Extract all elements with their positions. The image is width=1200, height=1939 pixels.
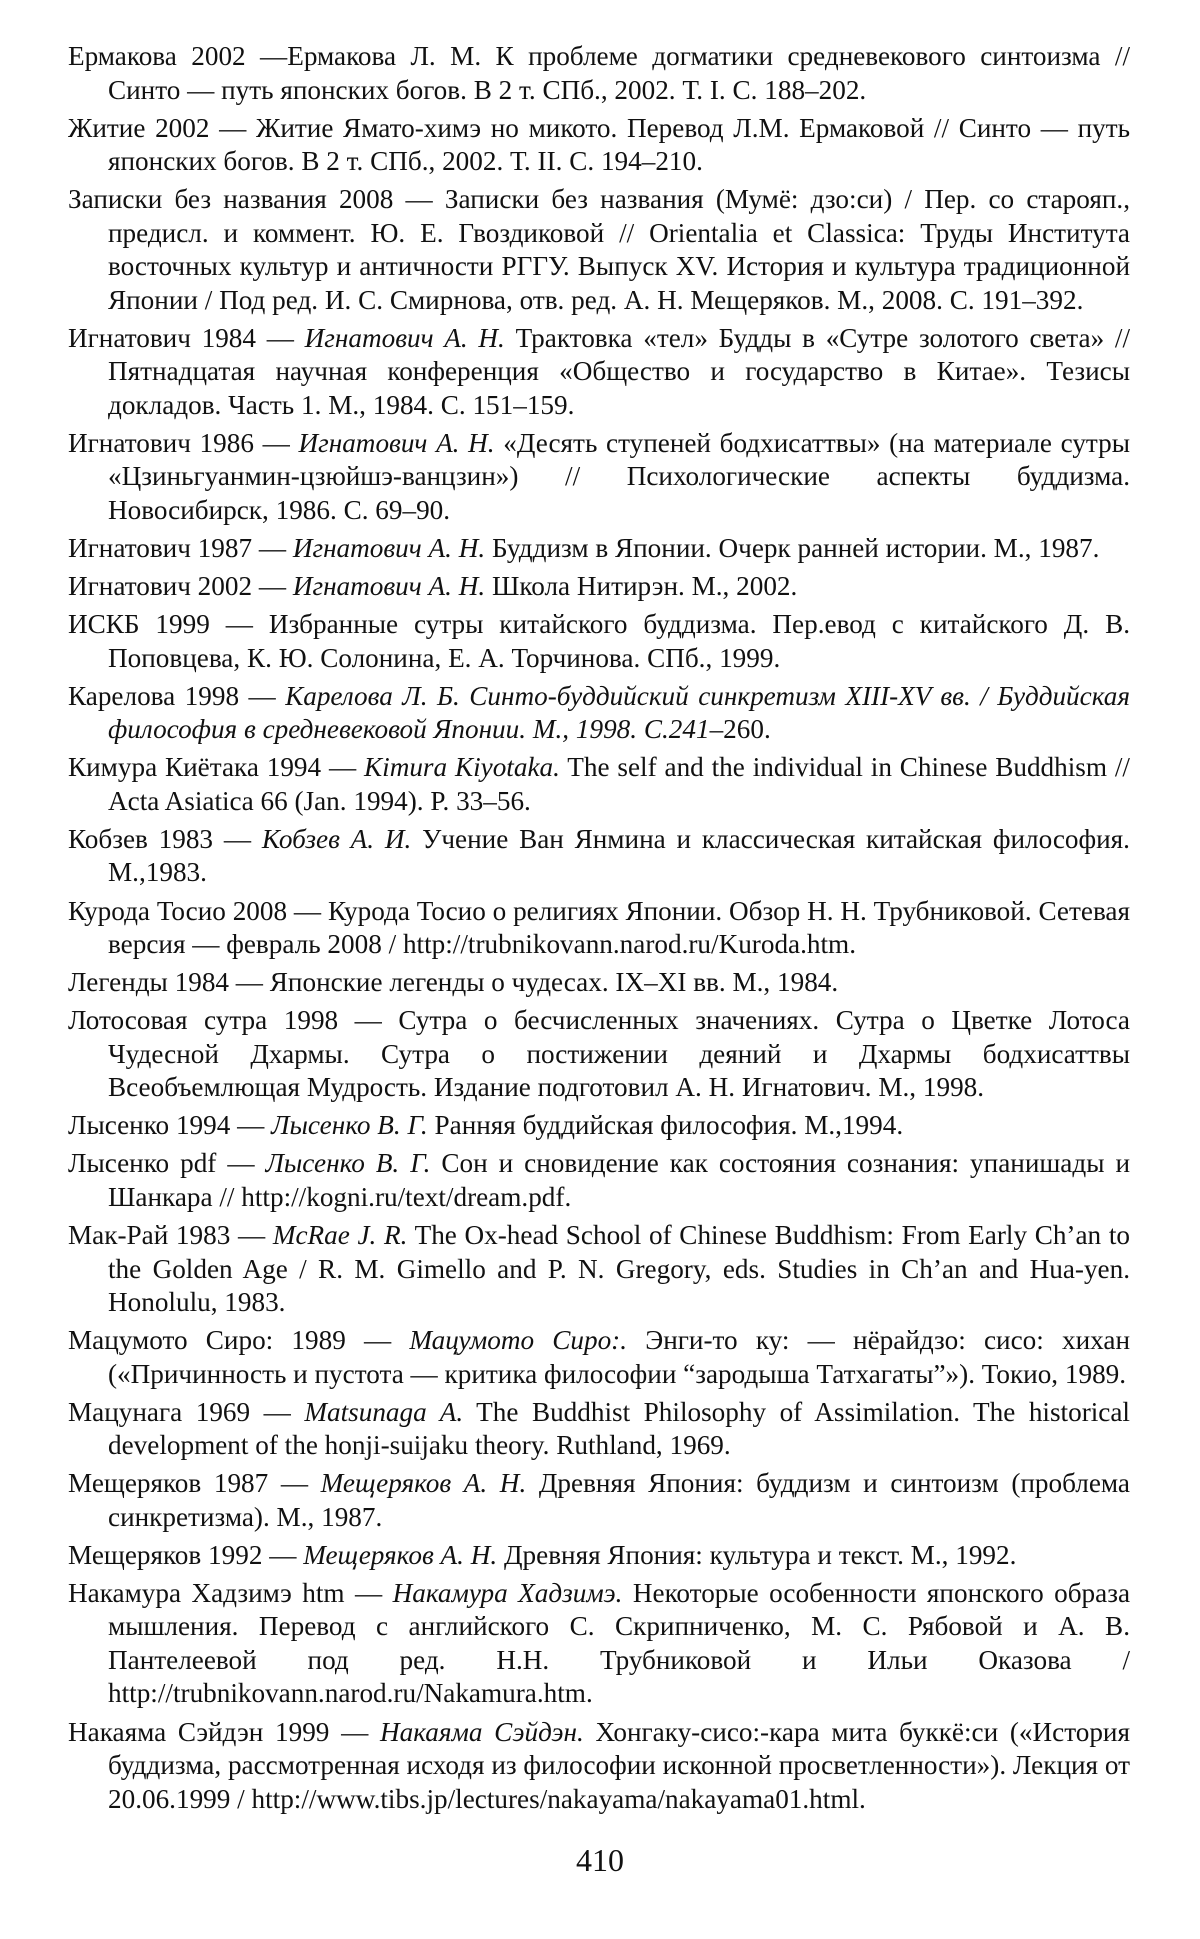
entry-key: Записки без названия 2008 — bbox=[68, 184, 445, 215]
entry-text: Сон и сновидение как состояния сознания: упанишады и Шанкара // http://kogni.ru/text/dream.pdf. bbox=[108, 1148, 1130, 1212]
entry-text: Некоторые особенности японского образа мышления. Перевод с английского С. Скрипниченко, М. С. Рябовой и А. В. Пантелеевой под ред. Н.Н. Трубниковой и Ильи Оказова / http://trubnikovann.narod.ru/Nakamura.htm. bbox=[108, 1577, 1131, 1709]
bibliography-entry bbox=[68, 1147, 1130, 1214]
entry-text: Ранняя буддийская философия. М.,1994. bbox=[427, 1110, 904, 1141]
entry-text: The Buddhist Philosophy of Assimilation. The historical development of the honji-suijaku theory. Ruthland, 1969. bbox=[108, 1396, 1130, 1461]
entry-key: Ермакова 2002 — bbox=[68, 41, 288, 71]
entry-text: Ермакова Л. М. К проблеме догматики средневекового синтоизма // Синто — путь японских богов. В 2 т. СПб., 2002. Т. I. С. 188–202. bbox=[108, 41, 1130, 105]
entry-text: The Ox-head School of Chinese Buddhism: From Early Ch’an to the Golden Age / R. M. Gimello and P. N. Gregory, eds. Studies in Ch’an and Hua-yen. Honolulu, 1983. bbox=[108, 1220, 1130, 1317]
entry-key: Кимура Киётака 1994 — bbox=[68, 752, 365, 783]
entry-key: Игнатович 2002 — bbox=[68, 571, 293, 602]
entry-key: Лысенко pdf — bbox=[68, 1148, 266, 1179]
bibliography-entry bbox=[68, 823, 1130, 890]
entry-key: Игнатович 1986 — bbox=[68, 427, 299, 458]
entry-text: Японские легенды о чудесах. IX–XI вв. М., 1984. bbox=[269, 967, 839, 998]
entry-text: Житие Ямато-химэ но микото. Перевод Л.М. Ермаковой // Синто — путь японских богов. В 2 т. СПб., 2002. Т. II. С. 194–210. bbox=[108, 112, 1130, 177]
entry-author: Лысенко В. Г. bbox=[265, 1148, 431, 1179]
entry-text: Буддизм в Японии. Очерк ранней истории. М., 1987. bbox=[485, 532, 1100, 563]
entry-key: Кобзев 1983 — bbox=[68, 823, 262, 854]
entry-key: Мацунага 1969 — bbox=[68, 1396, 305, 1427]
entry-author: Накамура Хадзимэ. bbox=[392, 1577, 623, 1608]
bibliography-entry bbox=[68, 608, 1130, 675]
entry-text: Сутра о бесчисленных значениях. Сутра о Цветке Лотоса Чудесной Дхармы. Сутра о постижении деяний и Дхармы бодхисаттвы Всеобъемлющая Мудрость. Издание подготовил А. Н. Игнатович. М., 1998. bbox=[108, 1005, 1130, 1103]
bibliography-entry bbox=[68, 322, 1130, 423]
entry-key: Мацумото Сиро: 1989 — bbox=[68, 1325, 410, 1356]
entry-text: Курода Тосио о религиях Японии. Обзор Н. Н. Трубниковой. Сетевая версия — февраль 2008 / http://trubnikovann.narod.ru/Kuroda.htm. bbox=[108, 895, 1130, 960]
entry-text: Хонгаку-сисо:-кара мита буккё:си («История буддизма, рассмотренная исходя из философии исконной просветленности»). Лекция от 20.06.1999 / http://www.tibs.jp/lectures/nakayama/nakayama01.html. bbox=[108, 1716, 1130, 1814]
entry-author: McRae J. R. bbox=[272, 1220, 408, 1250]
bibliography-entry bbox=[68, 1577, 1130, 1711]
entry-text: Избранные сутры китайского буддизма. Пер.евод с китайского Д. В. Поповцева, К. Ю. Солонина, Е. А. Торчинова. СПб., 1999. bbox=[108, 609, 1130, 673]
bibliography-entry bbox=[68, 1396, 1130, 1463]
entry-text: Трактовка «тел» Будды в «Сутре золотого света» // Пятнадцатая научная конференция «Общество и государство в Китае». Тезисы докладов. Часть 1. М., 1984. С. 151–159. bbox=[108, 322, 1131, 420]
bibliography-entry bbox=[68, 895, 1130, 962]
bibliography-entry bbox=[68, 751, 1130, 818]
entry-key: Житие 2002 — bbox=[68, 112, 256, 143]
entry-key: Карелова 1998 — bbox=[68, 680, 286, 711]
bibliography-entry bbox=[68, 1467, 1130, 1534]
entry-author: Игнатович А. Н. bbox=[298, 427, 495, 458]
entry-text: Записки без названия (Мумё: дзо:си) / Пер. со старояп., предисл. и коммент. Ю. Е. Гвоздиковой // Orientalia et Classica: Труды Института восточных культур и античности РГГУ. Выпуск XV. История и культура традиционной Японии / Под ред. И. С. Смирнова, отв. ред. А. Н. Мещеряков. М., 2008. С. 191–392. bbox=[108, 184, 1130, 315]
entry-author: Kimura Kiyotaka. bbox=[364, 752, 560, 783]
entry-key: ИСКБ 1999 — bbox=[68, 609, 269, 640]
bibliography-entry bbox=[68, 570, 1130, 604]
entry-author: Мещеряков А. Н. bbox=[303, 1539, 498, 1570]
entry-author: Карелова Л. Б. Синто-буддийский синкретизм XIII-XV вв. / Буддийская философия в средневековой Японии. М., 1998. С.241 bbox=[108, 680, 1130, 745]
bibliography-entry bbox=[68, 966, 1130, 1000]
entry-text: «Десять ступеней бодхисаттвы» (на материале сутры «Цзиньгуанмин-цзюйшэ-ванцзин») // Психологические аспекты буддизма. Новосибирск, 1986. С. 69–90. bbox=[108, 427, 1131, 525]
entry-author: Мацумото Сиро:. bbox=[409, 1325, 628, 1356]
entry-author: Matsunaga A. bbox=[304, 1396, 464, 1427]
page-number: 410 bbox=[576, 1842, 624, 1878]
bibliography-entry bbox=[68, 1219, 1130, 1320]
entry-key: Лысенко 1994 — bbox=[68, 1110, 272, 1141]
entry-key: Игнатович 1987 — bbox=[68, 532, 293, 563]
bibliography-entry bbox=[68, 1539, 1130, 1573]
bibliography-entry bbox=[68, 112, 1130, 179]
bibliography-entry bbox=[68, 1324, 1130, 1391]
entry-key: Мещеряков 1987 — bbox=[68, 1468, 321, 1499]
entry-key: Мак-Рай 1983 — bbox=[68, 1220, 273, 1250]
entry-author: Игнатович А. Н. bbox=[292, 532, 486, 563]
entry-text: Древняя Япония: культура и текст. М., 1992. bbox=[497, 1539, 1017, 1570]
entry-author: Игнатович А. Н. bbox=[292, 571, 486, 602]
entry-key: Игнатович 1984 — bbox=[68, 322, 305, 353]
entry-author: Накаяма Сэйдэн. bbox=[380, 1716, 584, 1747]
entry-text: Энги-то ку: — нёрайдзо: сисо: хихан («Причинность и пустота — критика философии “зародыша Татхагаты”»). Токио, 1989. bbox=[108, 1325, 1131, 1389]
entry-key: Накамура Хадзимэ htm — bbox=[68, 1577, 393, 1608]
entry-author: Лысенко В. Г. bbox=[271, 1110, 428, 1141]
bibliography-entry bbox=[68, 183, 1130, 317]
entry-key: Лотосовая сутра 1998 — bbox=[68, 1005, 399, 1036]
bibliography-entry bbox=[68, 427, 1130, 528]
bibliography bbox=[68, 40, 1130, 1821]
entry-text: Школа Нитирэн. М., 2002. bbox=[485, 571, 798, 602]
bibliography-entry bbox=[68, 532, 1130, 566]
bibliography-entry bbox=[68, 1716, 1130, 1817]
bibliography-entry bbox=[68, 40, 1130, 107]
entry-key: Накаяма Сэйдэн 1999 — bbox=[68, 1716, 381, 1747]
entry-text: Учение Ван Янмина и классическая китайская философия. М.,1983. bbox=[108, 823, 1130, 888]
entry-author: Игнатович А. Н. bbox=[304, 322, 505, 353]
entry-text: –260. bbox=[709, 714, 771, 745]
entry-author: Кобзев А. И. bbox=[261, 823, 412, 854]
bibliography-entry bbox=[68, 680, 1130, 747]
entry-key: Легенды 1984 — bbox=[68, 967, 270, 998]
entry-text: The self and the individual in Chinese Buddhism // Acta Asiatica 66 (Jan. 1994). P. 33–56. bbox=[108, 752, 1130, 816]
bibliography-entry bbox=[68, 1004, 1130, 1105]
entry-author: Мещеряков А. Н. bbox=[320, 1468, 527, 1499]
entry-key: Мещеряков 1992 — bbox=[68, 1539, 304, 1570]
bibliography-entry bbox=[68, 1109, 1130, 1143]
entry-text: Древняя Япония: буддизм и синтоизм (проблема синкретизма). М., 1987. bbox=[108, 1468, 1130, 1532]
entry-key: Курода Тосио 2008 — bbox=[68, 895, 328, 926]
